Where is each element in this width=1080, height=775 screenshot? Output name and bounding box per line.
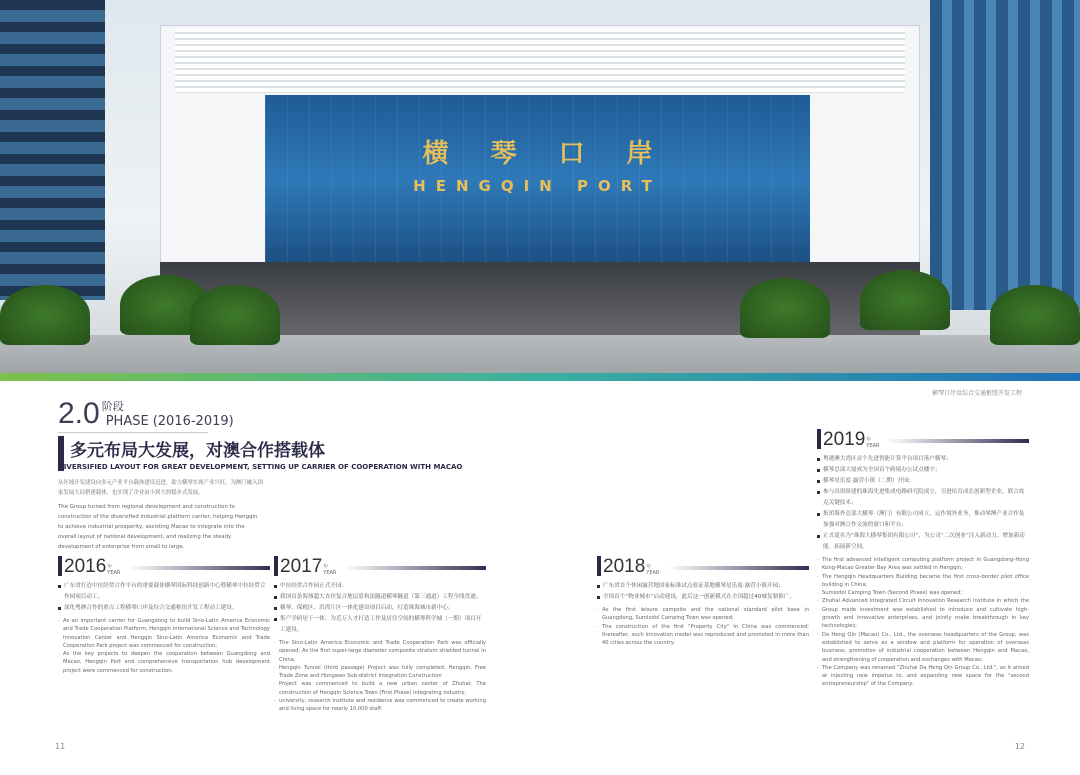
hengqin-port-photo bbox=[0, 0, 1080, 375]
year-block-2016 bbox=[58, 556, 270, 675]
port-roof bbox=[175, 28, 905, 93]
milestone-en: · As the first leisure campsite and the national standard pilot base in Guangdong, Sumlodol Camping Town was opened; bbox=[597, 606, 809, 623]
divider bbox=[58, 432, 208, 433]
palm-tree bbox=[860, 270, 950, 330]
title-en: DIVERSIFIED LAYOUT FOR GREAT DEVELOPMENT, SETTING UP CARRIER OF COOPERATION WITH MACAO bbox=[58, 463, 463, 471]
year-gradient-bar bbox=[667, 566, 809, 570]
left-tower bbox=[0, 0, 105, 300]
year-unit-en: YEAR bbox=[323, 570, 337, 576]
accent-stripe bbox=[0, 373, 1080, 381]
photo-caption: 横琴口岸及综合交通枢纽开发工程 bbox=[931, 390, 1022, 397]
intro-text bbox=[58, 478, 263, 556]
year-heading bbox=[274, 556, 486, 576]
milestone-cn: 粤港澳大湾区首个先进智能计算平台项目落户横琴； bbox=[817, 454, 1029, 465]
milestone-en: · As the key projects to deepen the cooperation between Guangdong and Macao, Hengqin Port and comprehensive transportation hub development project were commenced for construction. bbox=[58, 650, 270, 675]
year-block-2019 bbox=[817, 429, 1029, 689]
year-heading bbox=[817, 429, 1029, 449]
year-gradient-bar bbox=[344, 566, 486, 570]
milestone-cn: 横琴、保税区、洪湾片区一体化建设项目启动，打造珠海城市新中心； bbox=[274, 603, 486, 614]
year-number: 2017 bbox=[280, 556, 323, 577]
milestone-cn: 集产学研居于一体、为近万人才打造工作及居住空间的横琴科学城（一期）项目开工建设。 bbox=[274, 614, 486, 636]
year-unit-cn: 年 bbox=[107, 564, 113, 570]
milestone-en: · The construction of the first "Property City" in China was commenced; thereafter, such innovation model was reproduced and promoted in more than 40 cities across the country. bbox=[597, 623, 809, 648]
milestone-en: · As an important carrier for Guangdong to build Sino-Latin America Economic and Trade Cooperation Platform, Hengqin International Science and Technology Innovation Center and Hengqin Sino-Latin America Economic and Trade Cooperation Park project was commenced for construction; bbox=[58, 617, 270, 650]
year-heading bbox=[58, 556, 270, 576]
year-unit-cn: 年 bbox=[646, 564, 652, 570]
milestone-cn: 横琴星乐度·露营小镇（二期）开园； bbox=[817, 476, 1029, 487]
year-unit-en: YEAR bbox=[646, 570, 660, 576]
sign-english: HENGQIN PORT bbox=[413, 177, 662, 195]
milestone-en: · The Sino-Latin America Economic and Trade Cooperation Park was officially opened; As the first super-large diameter composite stratum shielded tunnel in China, bbox=[274, 639, 486, 664]
milestone-en: · The Hengqin Headquarters Building became the first cross-border pilot office building in China; bbox=[817, 573, 1029, 590]
phase-years: (2016-2019) bbox=[152, 414, 234, 429]
year-unit-en: YEAR bbox=[107, 570, 121, 576]
milestone-en: · Project was commenced to build a new urban center of Zhuhai; The construction of Hengqin Science Town (First Phase) integrating industry, bbox=[274, 680, 486, 697]
year-block-2018 bbox=[597, 556, 809, 647]
palm-tree bbox=[990, 285, 1080, 345]
phase-heading bbox=[58, 398, 234, 429]
milestone-en: · Hengqin Tunnel (third passage) Project was fully completed; Hengqin, Free Trade Zone and Hongwan Sub-district Integration Construction bbox=[274, 664, 486, 681]
year-number: 2016 bbox=[64, 556, 107, 577]
palm-tree bbox=[0, 285, 90, 345]
milestone-en: · Da Heng Qin (Macao) Co., Ltd., the overseas headquarters of the Group, was established to serve as a window and platform for operation of overseas business, promotion of industrial cooperation between Hengqin and Macao, and strengthening of cooperation and exchanges with Macao; bbox=[817, 631, 1029, 664]
year-unit-cn: 年 bbox=[323, 564, 329, 570]
milestone-cn: 全国首个“物业城市”启动建设，此后这一创新模式在全国超过40城复制推广。 bbox=[597, 592, 809, 603]
phase-label-cn: 阶段 bbox=[101, 400, 124, 413]
milestone-cn: 中拉经贸合作园正式开园； bbox=[274, 581, 486, 592]
milestone-cn: 深化粤澳合作的重点工程横琴口岸及综合交通枢纽开发工程动工建设。 bbox=[58, 603, 270, 614]
year-number: 2019 bbox=[823, 429, 866, 450]
milestone-cn: 参与出资组建的珠海先进集成电路研究院成立，引进培育成长创新型企业，联合攻克关键技术； bbox=[817, 487, 1029, 509]
milestone-cn: 广东省打造中拉经贸合作平台的重要载体横琴国际科技创新中心暨横琴中拉经贸合作园项目动工； bbox=[58, 581, 270, 603]
milestone-en: · The first advanced intelligent computing platform project in Guangdong-Hong Kong-Macao Greater Bay Area was settled in Hengqin; bbox=[817, 556, 1029, 573]
year-unit-en: YEAR bbox=[866, 443, 880, 449]
milestone-en: · Zhuhai Advanced Integrated Circuit Innovation Research Institute in which the Group made investment was established to introduce and cultivate high-growth and innovative enterprises, and jointly make breakthrough in key technologies; bbox=[817, 597, 1029, 630]
milestone-cn: 我国首条海域超大直径复合地层盾构法隧道横琴隧道（第三通道）工程全线贯通； bbox=[274, 592, 486, 603]
intro-en: The Group turned from regional development and construction to construction of the diversified industrial platform carrier, helping Hengqin to achieve industrial prosperity, assisting Macao to integrate into the overall layout of national development, and realizing the steady development of enterprise from small to large. bbox=[58, 504, 258, 550]
milestone-en: · Sumlodol Camping Town (Second Phase) was opened; bbox=[817, 589, 1029, 597]
year-gradient-bar bbox=[887, 439, 1029, 443]
plaza bbox=[0, 335, 1080, 375]
year-number: 2018 bbox=[603, 556, 646, 577]
milestone-en: · The Company was renamed "Zhuhai Da Heng Qin Group Co., Ltd.", as it aimed at injecting new impetus to, and expanding new space for the "second entrepreneurship" of the Company. bbox=[817, 664, 1029, 689]
intro-cn: 从区域开发建设向多元产业平台载体建设迈进，助力横琴实现产业兴旺，为澳门融入国家发展大局搭建载体，也实现了企业由小到大的稳步式发展。 bbox=[58, 480, 263, 496]
palm-tree bbox=[740, 278, 830, 338]
milestone-en: · university, research institute and residence was commenced to create working and living space for nearly 10,000 staff. bbox=[274, 697, 486, 714]
right-tower bbox=[930, 0, 1080, 310]
palm-tree bbox=[190, 285, 280, 345]
year-heading bbox=[597, 556, 809, 576]
year-gradient-bar bbox=[128, 566, 270, 570]
year-unit-cn: 年 bbox=[866, 437, 872, 443]
milestone-cn: 横琴总部大厦成为全国首个跨境办公试点楼宇； bbox=[817, 465, 1029, 476]
milestone-cn: 集团海外总部大横琴（澳门）有限公司成立，运作境外业务，推动琴澳产业合作及加强对澳合作交流的窗口和平台； bbox=[817, 509, 1029, 531]
phase-number: 2.0 bbox=[58, 397, 100, 430]
milestone-cn: 广东省首个休闲露营地国家标准试点验证基地横琴星乐度·露营小镇开园； bbox=[597, 581, 809, 592]
page-number-right: 12 bbox=[1014, 742, 1025, 751]
milestone-cn: 正式更名为“珠海大横琴集团有限公司”，为公司“二次创业”注入新动力、增加新动能、拓展新空间。 bbox=[817, 531, 1029, 553]
title-cn: 多元布局大发展，对澳合作搭载体 bbox=[70, 441, 325, 461]
sign-chinese: 横琴口岸 bbox=[422, 139, 695, 169]
glass-facade bbox=[265, 95, 810, 265]
phase-label-en: PHASE bbox=[105, 414, 149, 429]
page-number-left: 11 bbox=[55, 742, 66, 751]
section-title bbox=[58, 436, 462, 471]
year-block-2017 bbox=[274, 556, 486, 714]
